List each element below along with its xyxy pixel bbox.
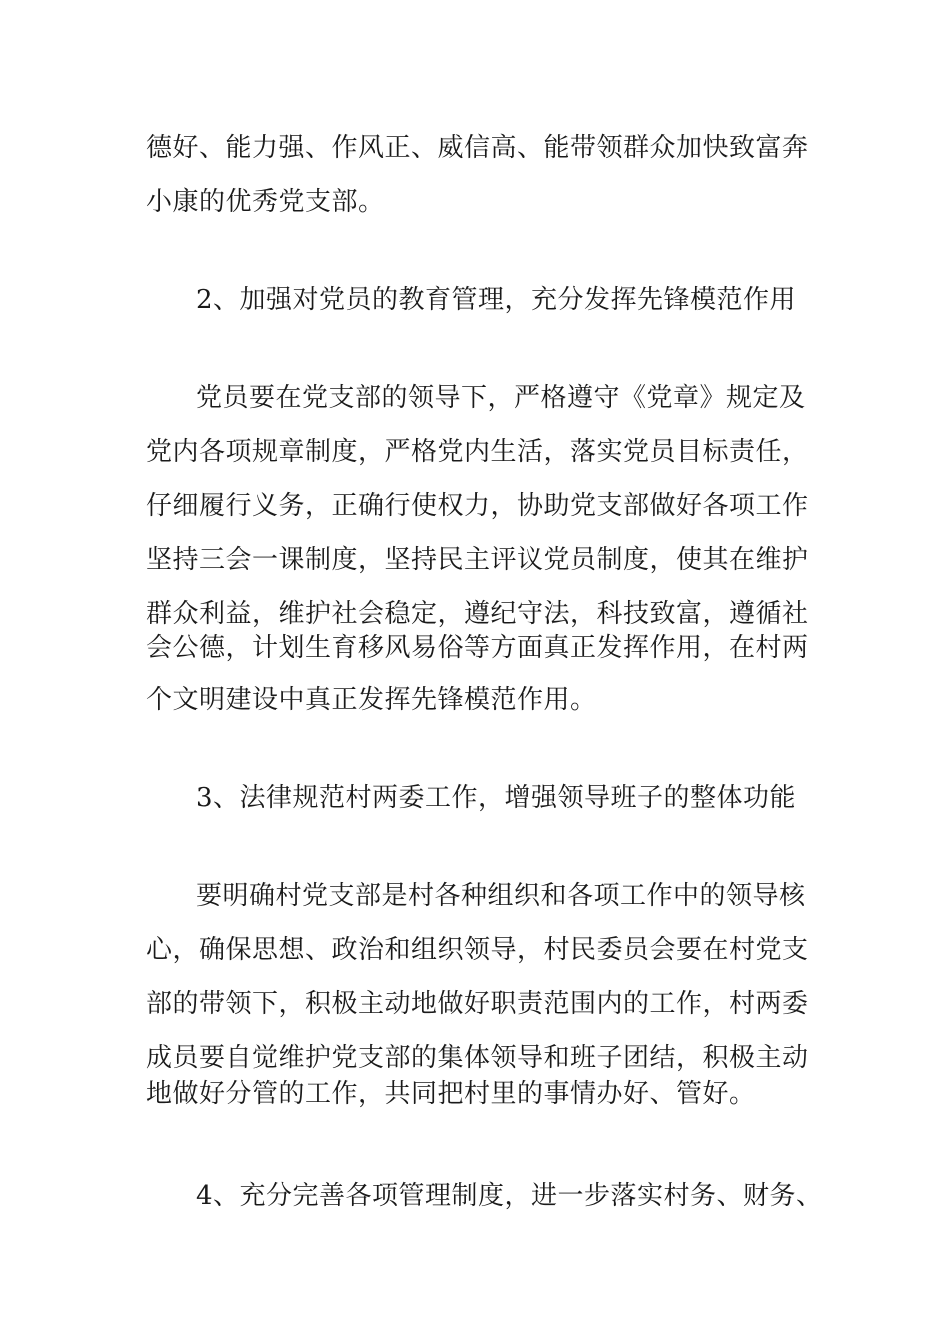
paragraph-2-line-2: 党内各项规章制度，严格党内生活，落实党员目标责任， [146, 437, 809, 467]
paragraph-3-line-5: 地做好分管的工作，共同把村里的事情办好、管好。 [146, 1079, 756, 1109]
paragraph-2-line-4: 坚持三会一课制度，坚持民主评议党员制度，使其在维护 [146, 545, 809, 575]
paragraph-3-line-4: 成员要自觉维护党支部的集体领导和班子团结，积极主动 [146, 1043, 809, 1073]
paragraph-2-line-3: 仔细履行义务，正确行使权力，协助党支部做好各项工作 [146, 491, 809, 521]
paragraph-3-line-1: 要明确村党支部是村各种组织和各项工作中的领导核 [196, 881, 806, 911]
paragraph-2-line-7: 个文明建设中真正发挥先锋模范作用。 [146, 685, 597, 715]
paragraph-1-line-1: 德好、能力强、作风正、威信高、能带领群众加快致富奔 [146, 133, 809, 163]
paragraph-3-line-3: 部的带领下，积极主动地做好职责范围内的工作，村两委 [146, 989, 809, 1019]
section-heading-3: 3、法律规范村两委工作，增强领导班子的整体功能 [196, 783, 797, 813]
section-heading-2: 2、加强对党员的教育管理，充分发挥先锋模范作用 [196, 285, 797, 315]
paragraph-3-line-2: 心，确保思想、政治和组织领导，村民委员会要在村党支 [146, 935, 809, 965]
paragraph-1-line-2: 小康的优秀党支部。 [146, 187, 385, 217]
paragraph-2-line-1: 党员要在党支部的领导下，严格遵守《党章》规定及 [196, 383, 806, 413]
paragraph-2-line-6: 会公德，计划生育移风易俗等方面真正发挥作用，在村两 [146, 633, 809, 663]
section-heading-4: 4、充分完善各项管理制度，进一步落实村务、财务、 [196, 1181, 823, 1211]
paragraph-2-line-5: 群众利益，维护社会稳定，遵纪守法，科技致富，遵循社 [146, 599, 809, 629]
